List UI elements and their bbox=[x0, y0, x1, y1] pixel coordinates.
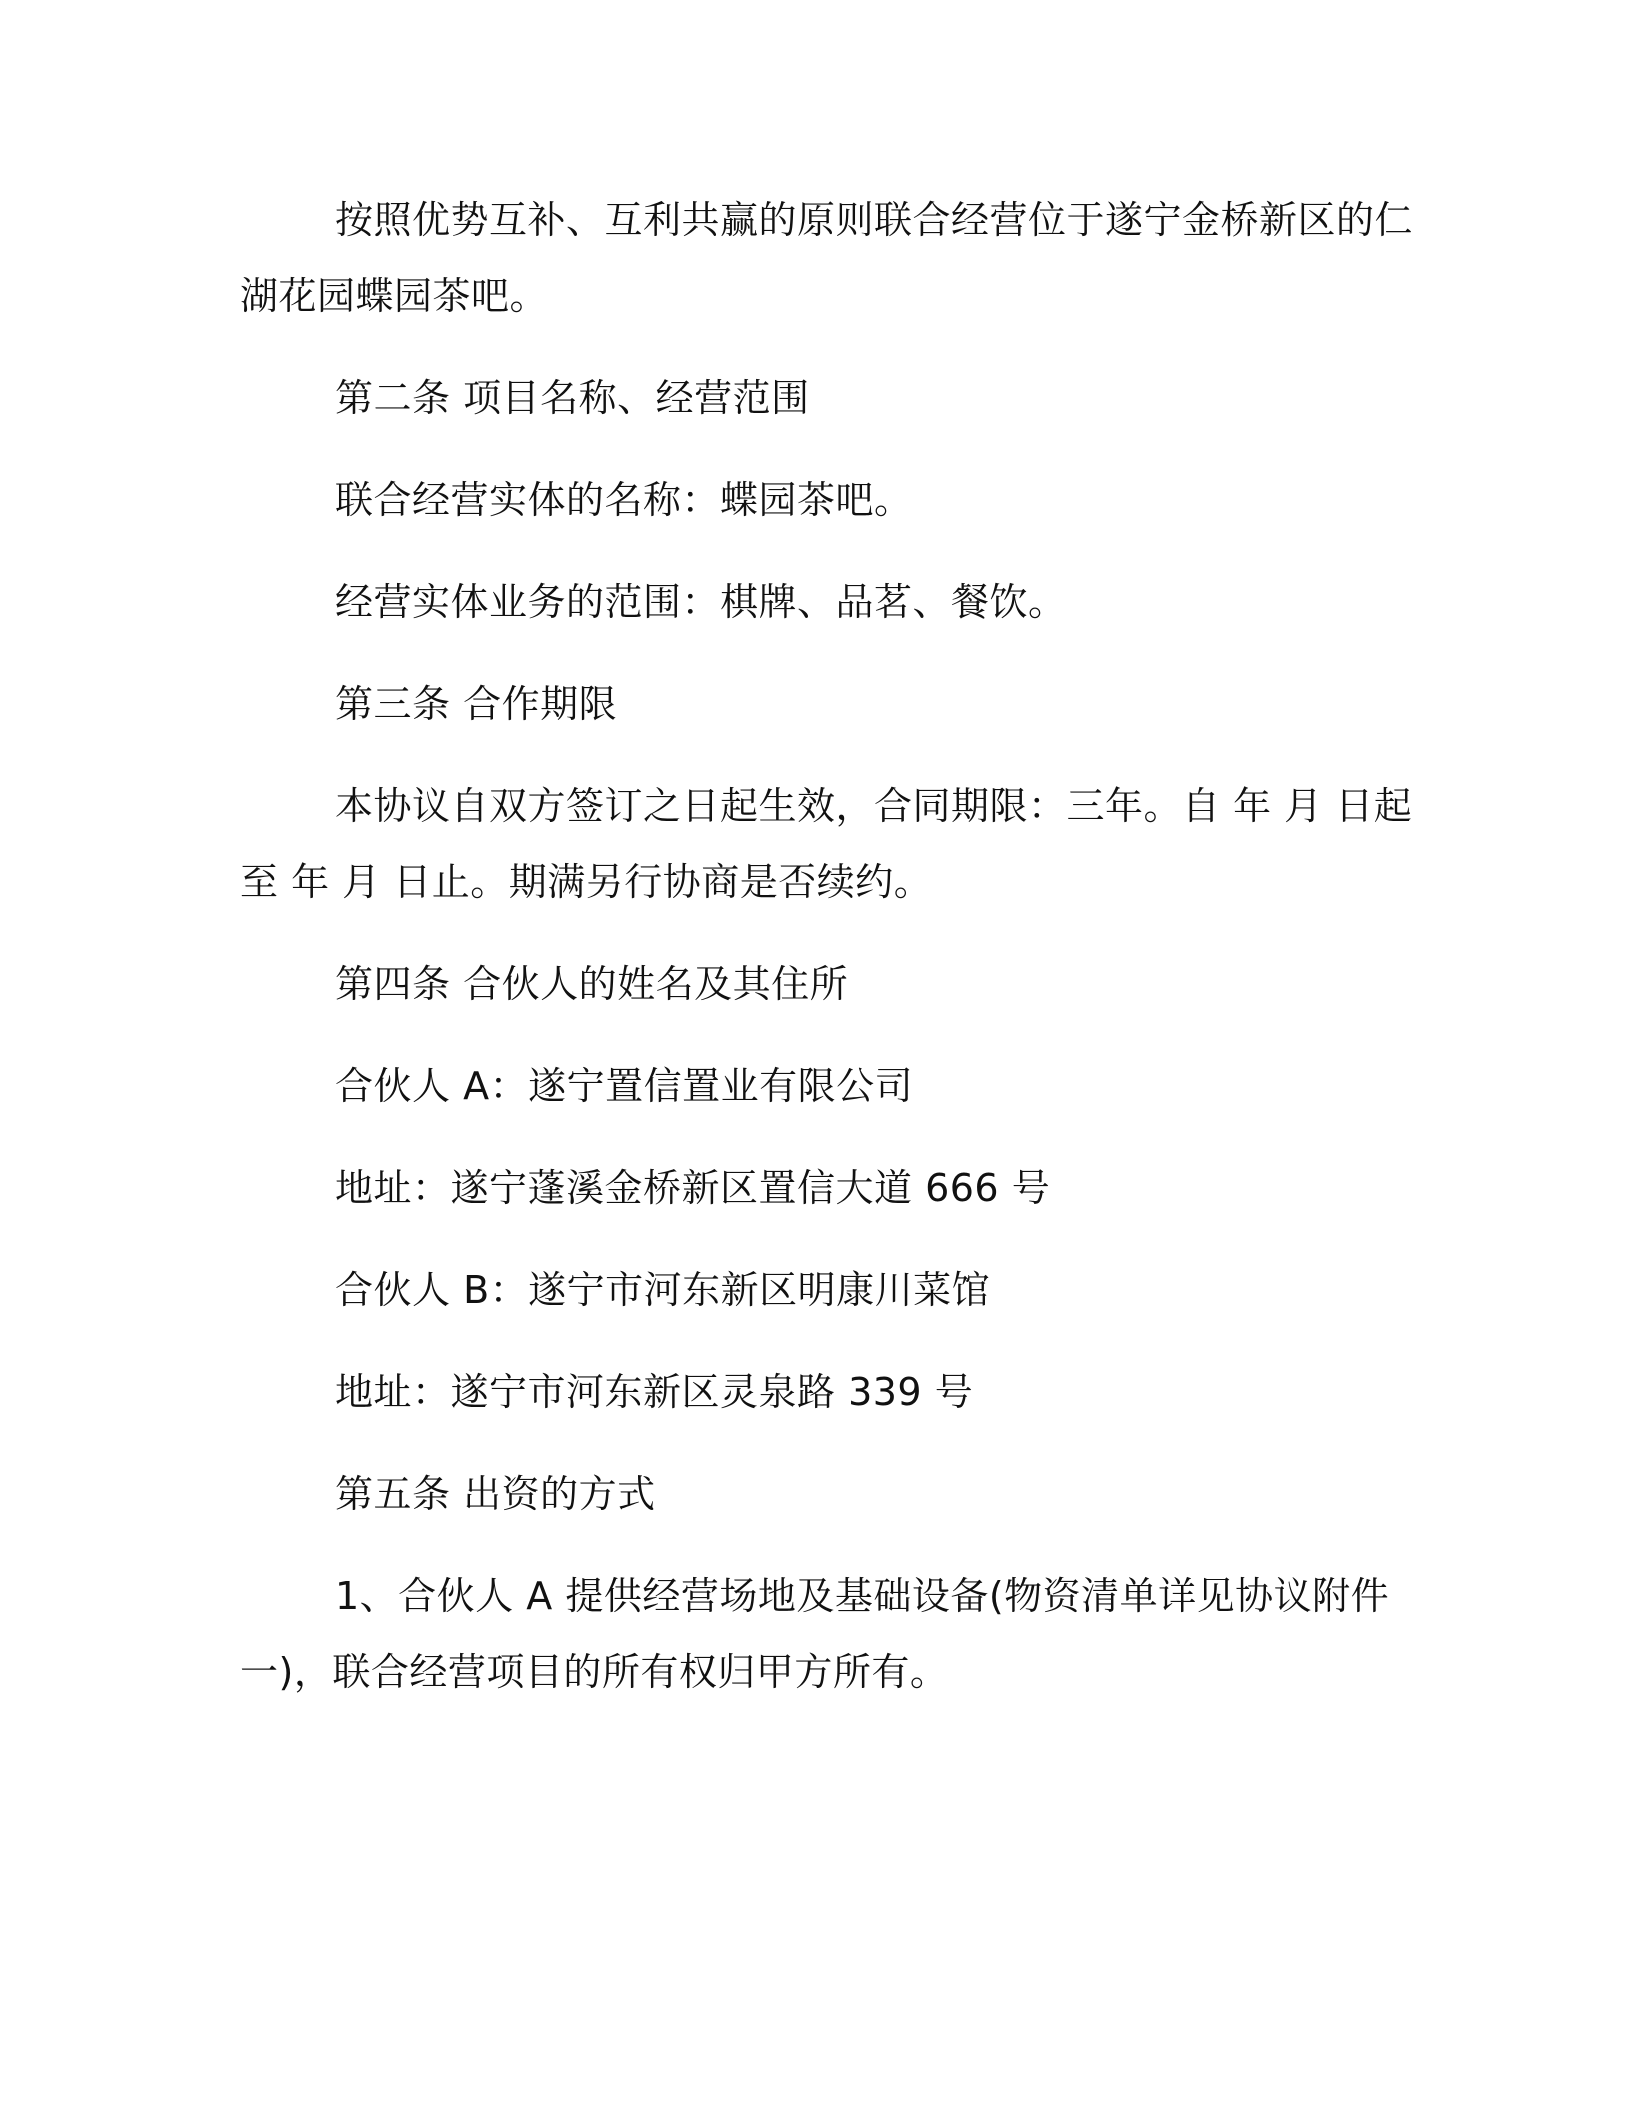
section-heading-article-3: 第三条 合作期限 bbox=[335, 682, 618, 726]
partner-a-address: 地址：遂宁蓬溪金桥新区置信大道 666 号 bbox=[335, 1166, 1051, 1210]
partner-a-name: 合伙人 A：遂宁置信置业有限公司 bbox=[335, 1064, 914, 1108]
paragraph-1-line-2: 湖花园蝶园茶吧。 bbox=[240, 274, 549, 318]
contribution-paragraph-line-1: 1、合伙人 A 提供经营场地及基础设备(物资清单详见协议附件 bbox=[335, 1574, 1390, 1618]
contribution-paragraph-line-2: 一)，联合经营项目的所有权归甲方所有。 bbox=[240, 1650, 949, 1694]
term-paragraph-line-2: 至 年 月 日止。期满另行协商是否续约。 bbox=[240, 860, 933, 904]
section-heading-article-5: 第五条 出资的方式 bbox=[335, 1472, 656, 1516]
partner-b-address: 地址：遂宁市河东新区灵泉路 339 号 bbox=[335, 1370, 974, 1414]
business-scope-line: 经营实体业务的范围：棋牌、品茗、餐饮。 bbox=[335, 580, 1067, 624]
term-paragraph-line-1: 本协议自双方签订之日起生效，合同期限：三年。自 年 月 日起 bbox=[335, 784, 1413, 828]
section-heading-article-4: 第四条 合伙人的姓名及其住所 bbox=[335, 962, 849, 1006]
entity-name-line: 联合经营实体的名称：蝶园茶吧。 bbox=[335, 478, 913, 522]
partner-b-name: 合伙人 B：遂宁市河东新区明康川菜馆 bbox=[335, 1268, 991, 1312]
section-heading-article-2: 第二条 项目名称、经营范围 bbox=[335, 376, 810, 420]
paragraph-1-line-1: 按照优势互补、互利共赢的原则联合经营位于遂宁金桥新区的仁 bbox=[335, 198, 1414, 242]
